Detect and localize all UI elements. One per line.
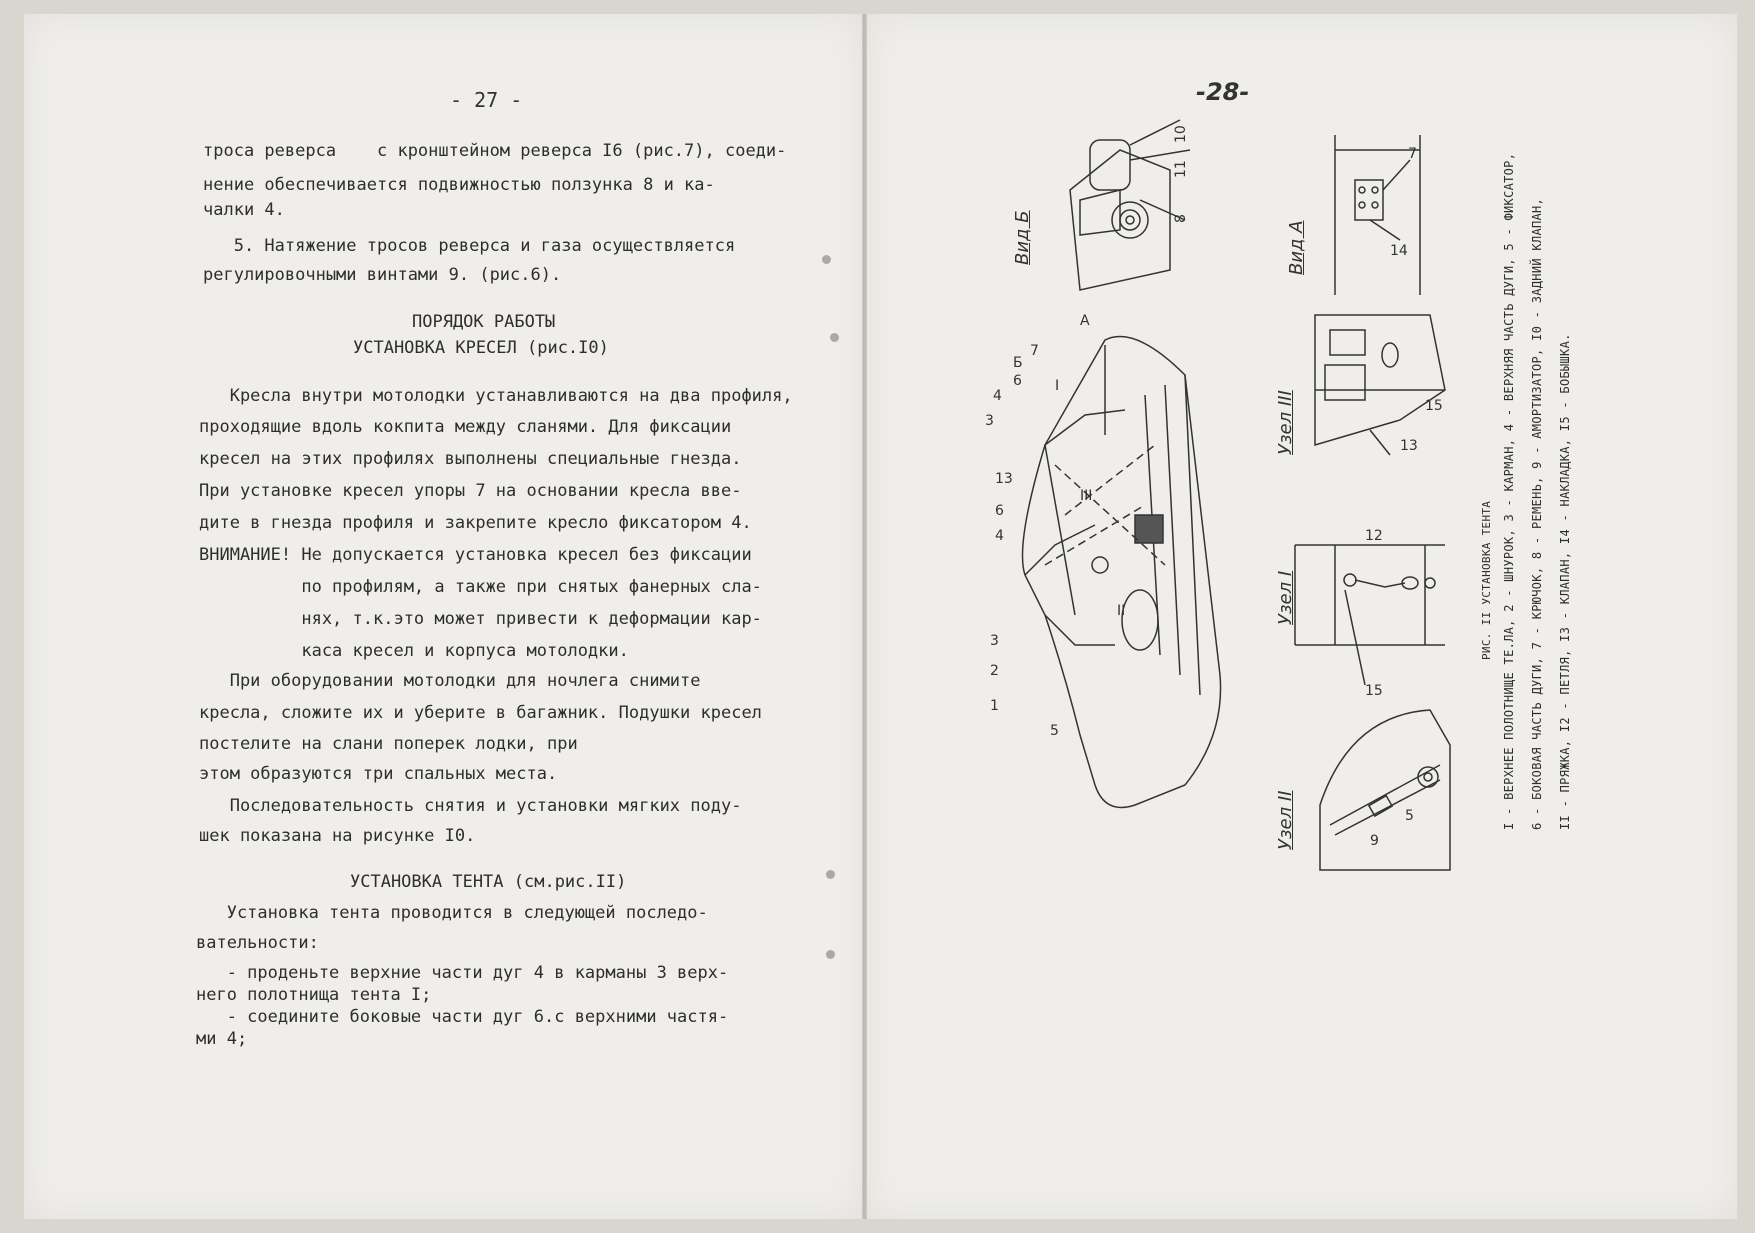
section-title: УСТАНОВКА ТЕНТА (см.рис.II): [350, 872, 627, 892]
figure-caption-title: РИС. II УСТАНОВКА ТЕНТА: [1480, 500, 1493, 660]
body-line: нях, т.к.это может привести к деформации кар-: [199, 609, 762, 629]
label-10: 10: [1173, 125, 1189, 143]
intro-line: 5. Натяжение тросов реверса и газа осуществляется: [203, 236, 736, 256]
body-line: по профилям, а также при снятых фанерных сла-: [199, 577, 762, 597]
intro-line: регулировочными винтами 9. (рис.6).: [203, 265, 562, 285]
body-line: кресла, сложите их и уберите в багажник. Подушки кресел: [199, 703, 762, 723]
figure-caption-line: II - ПРЯЖКА, I2 - ПЕТЛЯ, I3 - КЛАПАН, I4 - НАКЛАДКА, I5 - БОБЫШКА.: [1558, 333, 1572, 830]
body-line: При установке кресел упоры 7 на основании кресла вве-: [199, 481, 742, 501]
label-2: 2: [990, 663, 999, 679]
binding-hole: [826, 870, 835, 879]
body-line: каса кресел и корпуса мотолодки.: [199, 641, 629, 661]
label-1: 1: [990, 698, 999, 714]
section-subtitle: УСТАНОВКА КРЕСЕЛ (рис.I0): [353, 338, 609, 358]
label-7: 7: [1030, 343, 1039, 359]
body-line: шек показана на рисунке I0.: [199, 826, 476, 846]
node-iii-drawing: [1310, 310, 1450, 460]
body-line: Кресла внутри мотолодки устанавливаются на два профиля,: [199, 386, 793, 406]
body-line: постелите на слани поперек лодки, при: [199, 734, 578, 754]
binding-hole: [830, 333, 839, 342]
body-line: - соедините боковые части дуг 6.с верхними частя-: [196, 1007, 729, 1027]
label-4b: 4: [995, 528, 1004, 544]
node-ii-label: Узел II: [1275, 790, 1296, 850]
label-14: 14: [1390, 243, 1408, 259]
figure-caption-line: 6 - БОКОВАЯ ЧАСТЬ ДУГИ, 7 - КРЮЧОК, 8 - РЕМЕНЬ, 9 - АМОРТИЗАТОР, I0 - ЗАДНИЙ КЛАПАН,: [1530, 197, 1544, 830]
label-5e: 5: [1405, 808, 1414, 824]
intro-line: троса реверса с кронштейном реверса I6 (рис.7), соеди-: [203, 141, 787, 161]
label-3: 3: [985, 413, 994, 429]
label-8: 8: [1173, 214, 1189, 223]
body-line: дите в гнезда профиля и закрепите кресло фиксатором 4.: [199, 513, 752, 533]
warning-line: ВНИМАНИЕ! Не допускается установка кресел без фиксации: [199, 545, 752, 565]
label-13c: 13: [1400, 438, 1418, 454]
view-b-numbers: [1173, 105, 1220, 225]
label-4: 4: [993, 388, 1002, 404]
label-7a: 7: [1408, 146, 1417, 162]
body-line: вательности:: [196, 933, 319, 953]
body-line: При оборудовании мотолодки для ночлега снимите: [199, 671, 701, 691]
boat-awning-drawing: [985, 315, 1245, 875]
section-title: ПОРЯДОК РАБОТЫ: [412, 312, 556, 332]
node-i-label: Узел I: [1275, 570, 1296, 625]
label-15c: 15: [1425, 398, 1443, 414]
label-15d: 15: [1365, 683, 1383, 699]
body-line: кресел на этих профилях выполнены специальные гнезда.: [199, 449, 742, 469]
node-ii-drawing: [1310, 705, 1460, 875]
binding-hole: [822, 255, 831, 264]
body-line: - проденьте верхние части дуг 4 в карманы 3 верх-: [196, 963, 729, 983]
body-line: проходящие вдоль кокпита между сланями. Для фиксации: [199, 417, 732, 437]
body-line: этом образуются три спальных места.: [199, 764, 558, 784]
node-i-drawing: [1285, 528, 1455, 699]
view-a-drawing: [1330, 130, 1440, 300]
label-II: II: [1117, 603, 1126, 619]
intro-line: чалки 4.: [203, 200, 285, 220]
node-iii-label: Узел III: [1275, 390, 1296, 455]
label-12: 12: [1365, 528, 1383, 544]
label-III: III: [1080, 488, 1093, 504]
view-b-label: Вид Б: [1012, 210, 1033, 265]
label-3b: 3: [990, 633, 999, 649]
label-6: 6: [1013, 373, 1022, 389]
label-6b: 6: [995, 503, 1004, 519]
figure-caption-line: I - ВЕРХНЕЕ ПОЛОТНИЩЕ ТЕ.ЛА, 2 - ШНУРОК, 3 - КАРМАН, 4 - ВЕРХНЯЯ ЧАСТЬ ДУГИ, 5 - ФИКСАТОР,: [1502, 152, 1516, 830]
label-I: I: [1055, 378, 1060, 394]
binding-hole: [826, 950, 835, 959]
body-line: Установка тента проводится в следующей последо-: [196, 903, 708, 923]
label-A: А: [1080, 313, 1090, 329]
label-5: 5: [1050, 723, 1059, 739]
label-13: 13: [995, 471, 1013, 487]
body-line: него полотнища тента I;: [196, 985, 432, 1005]
body-line: ми 4;: [196, 1029, 248, 1049]
left-page-number: - 27 -: [450, 88, 523, 112]
right-page-number: -28-: [1196, 78, 1250, 106]
view-a-label: Вид А: [1286, 220, 1307, 275]
label-B: Б: [1013, 355, 1023, 371]
label-9: 9: [1370, 833, 1379, 849]
body-line: Последовательность снятия и установки мягких поду-: [199, 796, 742, 816]
intro-line: нение обеспечивается подвижностью ползунка 8 и ка-: [203, 175, 715, 195]
label-11: 11: [1173, 160, 1189, 178]
